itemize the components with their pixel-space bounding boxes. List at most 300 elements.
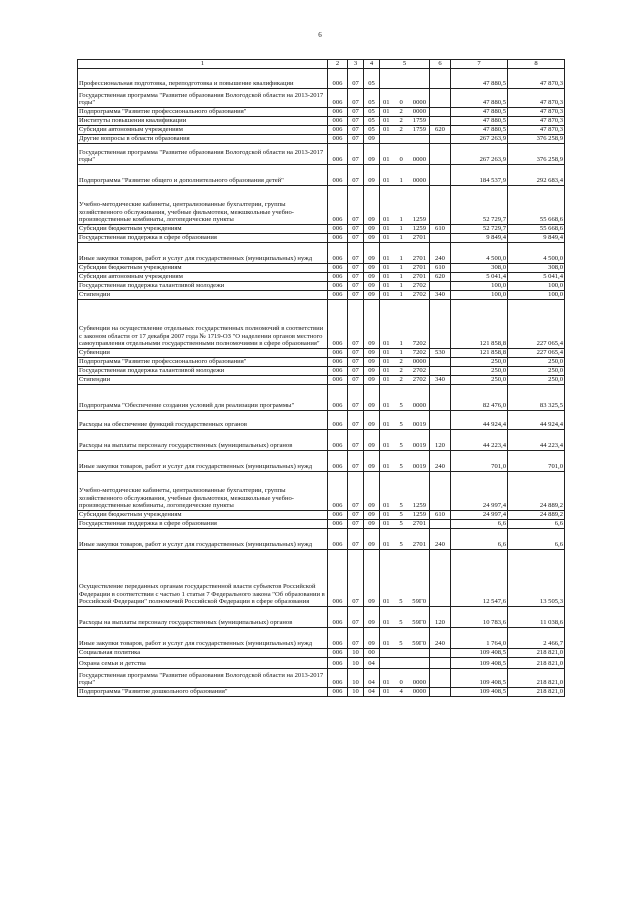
target-article-part: 1	[399, 264, 403, 272]
subsection-code: 09	[364, 358, 380, 367]
target-article-code	[380, 520, 430, 529]
department-code: 006	[328, 273, 348, 282]
target-article-parts	[381, 340, 428, 348]
section-code: 07	[348, 291, 364, 300]
row-name: Расходы на выплаты персоналу государственных (муниципальных) органов	[78, 607, 328, 628]
col-header-1: 1	[78, 60, 328, 69]
table-row	[78, 451, 565, 472]
target-article-part: 01	[383, 502, 390, 510]
target-article-parts	[381, 502, 428, 510]
amount-col-7: 47 880,5	[451, 89, 508, 108]
target-article-parts	[381, 511, 428, 519]
subsection-code: 04	[364, 688, 380, 697]
target-article-part: 4	[399, 688, 403, 696]
target-article-code	[380, 411, 430, 430]
target-article-part: 0019	[412, 463, 426, 471]
target-article-code	[380, 628, 430, 649]
department-code: 006	[328, 144, 348, 165]
department-code: 006	[328, 607, 348, 628]
department-code: 006	[328, 358, 348, 367]
target-article-part: 5	[399, 511, 403, 519]
department-code: 006	[328, 688, 348, 697]
expense-type-code	[430, 165, 451, 186]
target-article-part: 2	[399, 108, 403, 116]
target-article-parts	[381, 99, 428, 107]
subsection-code: 09	[364, 186, 380, 225]
target-article-part: 2	[399, 367, 403, 375]
section-code: 07	[348, 385, 364, 411]
target-article-parts	[381, 225, 428, 233]
section-code: 07	[348, 529, 364, 550]
table-row	[78, 529, 565, 550]
department-code: 006	[328, 300, 348, 349]
expense-type-code	[430, 520, 451, 529]
expense-type-code: 610	[430, 511, 451, 520]
row-name: Учебно-методические кабинеты, централизованные бухгалтерии, группы хозяйственного обслуживания, учебные фильмотеки, межшкольные учебно-производственные комбинаты, логопедические пункты	[78, 186, 328, 225]
target-article-parts	[381, 216, 428, 224]
target-article-parts	[381, 291, 428, 299]
amount-col-8: 24 889,2	[508, 511, 565, 520]
section-code: 07	[348, 472, 364, 511]
target-article-code	[380, 688, 430, 697]
target-article-parts	[381, 234, 428, 242]
col-header-7: 7	[451, 60, 508, 69]
target-article-part: 1759	[412, 117, 426, 125]
target-article-code	[380, 358, 430, 367]
expense-type-code	[430, 472, 451, 511]
target-article-code	[380, 234, 430, 243]
target-article-parts	[381, 273, 428, 281]
target-article-part: 01	[383, 216, 390, 224]
target-article-part: 1	[399, 255, 403, 263]
row-name: Подпрограмма "Развитие профессионального образования"	[78, 108, 328, 117]
amount-col-8: 308,0	[508, 264, 565, 273]
amount-col-8: 83 325,5	[508, 385, 565, 411]
target-article-part: 5	[399, 640, 403, 648]
section-code: 07	[348, 69, 364, 89]
target-article-part: 0000	[412, 108, 426, 116]
table-row	[78, 649, 565, 658]
row-name: Субсидии автономным учреждениям	[78, 126, 328, 135]
amount-col-8: 47 870,3	[508, 69, 565, 89]
row-name: Субсидии бюджетным учреждениям	[78, 264, 328, 273]
section-code: 07	[348, 273, 364, 282]
amount-col-7: 12 547,6	[451, 550, 508, 607]
row-name: Стипендии	[78, 291, 328, 300]
table-row	[78, 243, 565, 264]
target-article-part: 2702	[412, 376, 426, 384]
target-article-part: 1	[399, 273, 403, 281]
section-code: 07	[348, 165, 364, 186]
subsection-code: 09	[364, 430, 380, 451]
expense-type-code	[430, 550, 451, 607]
amount-col-7: 109 408,5	[451, 649, 508, 658]
section-code: 07	[348, 349, 364, 358]
section-code: 07	[348, 243, 364, 264]
amount-col-8: 11 038,6	[508, 607, 565, 628]
subsection-code: 09	[364, 243, 380, 264]
row-name: Государственная программа "Развитие образования Вологодской области на 2013-2017 годы"	[78, 89, 328, 108]
department-code: 006	[328, 529, 348, 550]
amount-col-7: 47 880,5	[451, 117, 508, 126]
expense-type-code	[430, 108, 451, 117]
expense-type-code	[430, 69, 451, 89]
department-code: 006	[328, 451, 348, 472]
target-article-code	[380, 264, 430, 273]
amount-col-7: 44 924,4	[451, 411, 508, 430]
target-article-parts	[381, 640, 428, 648]
amount-col-7: 250,0	[451, 358, 508, 367]
target-article-code	[380, 300, 430, 349]
table-row	[78, 234, 565, 243]
row-name: Субвенции на осуществление отдельных государственных полномочий в соответствии с законом области от 17 декабря 2007 года № 1719-ОЗ "О наделении органов местного самоуправления отдельными государственными полномочиями в сфере образования"	[78, 300, 328, 349]
target-article-parts	[381, 264, 428, 272]
target-article-part: 01	[383, 619, 390, 627]
amount-col-7: 10 783,6	[451, 607, 508, 628]
target-article-parts	[381, 358, 428, 366]
target-article-code	[380, 385, 430, 411]
row-name: Подпрограмма "Развитие профессионального образования"	[78, 358, 328, 367]
target-article-code	[380, 658, 430, 669]
col-header-2: 2	[328, 60, 348, 69]
row-name: Государственная поддержка талантливой молодежи	[78, 367, 328, 376]
amount-col-7: 109 408,5	[451, 669, 508, 688]
expense-type-code: 240	[430, 243, 451, 264]
section-code: 07	[348, 234, 364, 243]
target-article-part: 01	[383, 177, 390, 185]
amount-col-8: 9 849,4	[508, 234, 565, 243]
target-article-code	[380, 607, 430, 628]
expense-type-code	[430, 282, 451, 291]
target-article-part: 5	[399, 402, 403, 410]
section-code: 07	[348, 520, 364, 529]
row-name: Государственная поддержка талантливой молодежи	[78, 282, 328, 291]
target-article-code	[380, 243, 430, 264]
amount-col-7: 100,0	[451, 282, 508, 291]
target-article-part: 2701	[412, 520, 426, 528]
target-article-part: 01	[383, 358, 390, 366]
row-name: Государственная поддержка в сфере образования	[78, 234, 328, 243]
col-header-6: 6	[430, 60, 451, 69]
target-article-part: 01	[383, 520, 390, 528]
expense-type-code: 120	[430, 607, 451, 628]
table-row	[78, 472, 565, 511]
amount-col-7: 100,0	[451, 291, 508, 300]
subsection-code: 09	[364, 385, 380, 411]
expense-type-code	[430, 300, 451, 349]
amount-col-8: 2 466,7	[508, 628, 565, 649]
target-article-part: 59Г0	[412, 619, 426, 627]
target-article-parts	[381, 421, 428, 429]
target-article-part: 01	[383, 349, 390, 357]
subsection-code: 04	[364, 669, 380, 688]
target-article-parts	[381, 520, 428, 528]
subsection-code: 09	[364, 291, 380, 300]
amount-col-8: 100,0	[508, 291, 565, 300]
expense-type-code	[430, 358, 451, 367]
section-code: 07	[348, 144, 364, 165]
amount-col-8: 47 870,3	[508, 108, 565, 117]
amount-col-7: 250,0	[451, 376, 508, 385]
department-code: 006	[328, 385, 348, 411]
target-article-parts	[381, 598, 428, 606]
amount-col-7: 47 880,5	[451, 69, 508, 89]
expense-type-code	[430, 186, 451, 225]
row-name: Охрана семьи и детства	[78, 658, 328, 669]
amount-col-8: 218 821,0	[508, 688, 565, 697]
target-article-part: 01	[383, 273, 390, 281]
amount-col-7: 82 476,0	[451, 385, 508, 411]
target-article-code	[380, 472, 430, 511]
subsection-code: 09	[364, 411, 380, 430]
department-code: 006	[328, 472, 348, 511]
target-article-code	[380, 89, 430, 108]
section-code: 07	[348, 186, 364, 225]
subsection-code: 04	[364, 658, 380, 669]
row-name: Подпрограмма "Развитие общего и дополнительного образования детей"	[78, 165, 328, 186]
target-article-part: 5	[399, 520, 403, 528]
target-article-part: 01	[383, 376, 390, 384]
department-code: 006	[328, 225, 348, 234]
amount-col-7: 24 997,4	[451, 472, 508, 511]
target-article-part: 1259	[412, 502, 426, 510]
target-article-code	[380, 225, 430, 234]
target-article-code	[380, 669, 430, 688]
amount-col-8: 376 258,9	[508, 135, 565, 144]
table-row	[78, 430, 565, 451]
subsection-code: 09	[364, 165, 380, 186]
amount-col-8: 701,0	[508, 451, 565, 472]
table-row	[78, 264, 565, 273]
table-row	[78, 688, 565, 697]
department-code: 006	[328, 135, 348, 144]
expense-type-code: 530	[430, 349, 451, 358]
department-code: 006	[328, 186, 348, 225]
section-code: 07	[348, 300, 364, 349]
department-code: 006	[328, 243, 348, 264]
department-code: 006	[328, 69, 348, 89]
subsection-code: 09	[364, 511, 380, 520]
target-article-part: 5	[399, 619, 403, 627]
target-article-part: 5	[399, 463, 403, 471]
subsection-code: 09	[364, 472, 380, 511]
target-article-part: 0019	[412, 421, 426, 429]
amount-col-7: 109 408,5	[451, 688, 508, 697]
row-name: Государственная программа "Развитие образования Вологодской области на 2013-2017 годы"	[78, 144, 328, 165]
subsection-code: 09	[364, 264, 380, 273]
target-article-part: 01	[383, 367, 390, 375]
amount-col-7: 250,0	[451, 367, 508, 376]
header-row	[78, 60, 565, 69]
section-code: 07	[348, 430, 364, 451]
amount-col-8: 376 258,9	[508, 144, 565, 165]
subsection-code: 05	[364, 117, 380, 126]
amount-col-8: 227 065,4	[508, 349, 565, 358]
row-name: Субвенции	[78, 349, 328, 358]
target-article-part: 2	[399, 117, 403, 125]
subsection-code: 00	[364, 649, 380, 658]
row-name: Расходы на выплаты персоналу государственных (муниципальных) органов	[78, 430, 328, 451]
expense-type-code	[430, 89, 451, 108]
section-code: 07	[348, 411, 364, 430]
target-article-part: 5	[399, 598, 403, 606]
expense-type-code	[430, 144, 451, 165]
subsection-code: 09	[364, 135, 380, 144]
department-code: 006	[328, 520, 348, 529]
subsection-code: 09	[364, 550, 380, 607]
target-article-part: 0000	[412, 358, 426, 366]
section-code: 07	[348, 126, 364, 135]
subsection-code: 09	[364, 451, 380, 472]
section-code: 07	[348, 550, 364, 607]
target-article-code	[380, 273, 430, 282]
expense-type-code: 610	[430, 264, 451, 273]
table-row	[78, 165, 565, 186]
amount-col-7: 308,0	[451, 264, 508, 273]
row-name: Государственная поддержка в сфере образования	[78, 520, 328, 529]
table-row	[78, 186, 565, 225]
amount-col-7: 267 263,9	[451, 144, 508, 165]
amount-col-8: 47 870,3	[508, 126, 565, 135]
target-article-part: 1	[399, 349, 403, 357]
row-name: Осуществление переданных органам государственной власти субъектов Российской Федерации в соответствии с частью 1 статьи 7 Федерального закона "Об образовании в Российской Федерации" полномочий Российской Федерации в сфере образования	[78, 550, 328, 607]
amount-col-7: 121 858,8	[451, 300, 508, 349]
row-name: Иные закупки товаров, работ и услуг для государственных (муниципальных) нужд	[78, 451, 328, 472]
expense-type-code	[430, 669, 451, 688]
table-row	[78, 300, 565, 349]
amount-col-8: 250,0	[508, 367, 565, 376]
section-code: 07	[348, 376, 364, 385]
subsection-code: 05	[364, 69, 380, 89]
table-row	[78, 282, 565, 291]
amount-col-7: 701,0	[451, 451, 508, 472]
target-article-part: 0000	[412, 679, 426, 687]
table-row	[78, 349, 565, 358]
department-code: 006	[328, 550, 348, 607]
subsection-code: 09	[364, 282, 380, 291]
target-article-code	[380, 186, 430, 225]
target-article-part: 2	[399, 126, 403, 134]
section-code: 10	[348, 649, 364, 658]
target-article-parts	[381, 619, 428, 627]
page-number: 6	[318, 31, 322, 39]
target-article-parts	[381, 463, 428, 471]
section-code: 07	[348, 358, 364, 367]
amount-col-8: 47 870,3	[508, 117, 565, 126]
target-article-part: 0	[399, 99, 403, 107]
table-row	[78, 135, 565, 144]
col-header-5: 5	[380, 60, 430, 69]
section-code: 07	[348, 89, 364, 108]
row-name: Субсидии бюджетным учреждениям	[78, 511, 328, 520]
table-row	[78, 273, 565, 282]
amount-col-8: 227 065,4	[508, 300, 565, 349]
amount-col-7: 184 537,9	[451, 165, 508, 186]
table-row	[78, 69, 565, 89]
subsection-code: 09	[364, 367, 380, 376]
section-code: 10	[348, 688, 364, 697]
department-code: 006	[328, 367, 348, 376]
subsection-code: 09	[364, 376, 380, 385]
col-header-8: 8	[508, 60, 565, 69]
target-article-part: 2702	[412, 367, 426, 375]
section-code: 07	[348, 135, 364, 144]
target-article-part: 01	[383, 463, 390, 471]
row-name: Социальная политика	[78, 649, 328, 658]
target-article-parts	[381, 402, 428, 410]
subsection-code: 05	[364, 89, 380, 108]
row-name: Расходы на обеспечение функций государственных органов	[78, 411, 328, 430]
target-article-part: 5	[399, 442, 403, 450]
expense-type-code	[430, 411, 451, 430]
amount-col-8: 47 870,3	[508, 89, 565, 108]
expense-type-code	[430, 658, 451, 669]
target-article-code	[380, 117, 430, 126]
target-article-part: 7202	[412, 349, 426, 357]
amount-col-7: 4 500,0	[451, 243, 508, 264]
table-row	[78, 376, 565, 385]
target-article-part: 01	[383, 99, 390, 107]
target-article-part: 1259	[412, 225, 426, 233]
amount-col-7: 52 729,7	[451, 186, 508, 225]
amount-col-8: 55 668,6	[508, 186, 565, 225]
department-code: 006	[328, 117, 348, 126]
subsection-code: 09	[364, 273, 380, 282]
table-row	[78, 89, 565, 108]
target-article-part: 7202	[412, 340, 426, 348]
target-article-part: 01	[383, 255, 390, 263]
amount-col-8: 250,0	[508, 358, 565, 367]
target-article-part: 0019	[412, 442, 426, 450]
amount-col-8: 218 821,0	[508, 649, 565, 658]
row-name: Субсидии автономным учреждениям	[78, 273, 328, 282]
department-code: 006	[328, 234, 348, 243]
table-row	[78, 126, 565, 135]
target-article-part: 0000	[412, 156, 426, 164]
department-code: 006	[328, 628, 348, 649]
expense-type-code: 240	[430, 529, 451, 550]
amount-col-7: 47 880,5	[451, 126, 508, 135]
table-row	[78, 144, 565, 165]
expense-type-code	[430, 385, 451, 411]
section-code: 07	[348, 264, 364, 273]
expense-type-code	[430, 135, 451, 144]
target-article-part: 01	[383, 688, 390, 696]
target-article-part: 01	[383, 640, 390, 648]
target-article-part: 59Г0	[412, 598, 426, 606]
target-article-part: 01	[383, 340, 390, 348]
department-code: 006	[328, 282, 348, 291]
target-article-code	[380, 529, 430, 550]
row-name: Государственная программа "Развитие образования Вологодской области на 2013-2017 годы"	[78, 669, 328, 688]
target-article-part: 1	[399, 177, 403, 185]
department-code: 006	[328, 108, 348, 117]
amount-col-8: 218 821,0	[508, 669, 565, 688]
target-article-part: 01	[383, 402, 390, 410]
row-name: Стипендии	[78, 376, 328, 385]
target-article-code	[380, 108, 430, 117]
target-article-part: 2701	[412, 234, 426, 242]
col-header-3: 3	[348, 60, 364, 69]
target-article-part: 1259	[412, 511, 426, 519]
amount-col-8: 6,6	[508, 520, 565, 529]
expense-type-code	[430, 688, 451, 697]
amount-col-7: 6,6	[451, 520, 508, 529]
target-article-part: 01	[383, 511, 390, 519]
subsection-code: 09	[364, 628, 380, 649]
department-code: 006	[328, 669, 348, 688]
section-code: 07	[348, 367, 364, 376]
